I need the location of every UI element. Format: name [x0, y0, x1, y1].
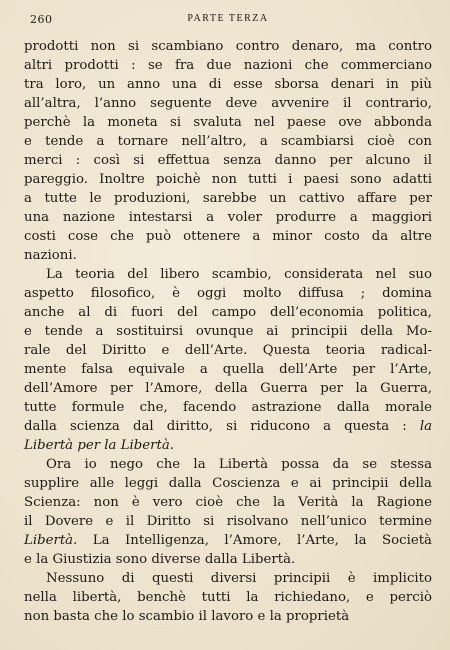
- text-line: [24, 455, 432, 474]
- text-segment: tra loro, un anno una di esse sborsa denari in più: [24, 77, 432, 92]
- text-segment: anche al di fuori del campo dell’economia politica,: [24, 305, 432, 320]
- text-line: [24, 417, 432, 436]
- italic-text: Libertà: [24, 533, 74, 548]
- text-line: [24, 398, 432, 417]
- text-segment: prodotti non si scambiano contro denaro, ma contro: [24, 39, 432, 54]
- page-number: 260: [30, 13, 53, 26]
- text-segment: altri prodotti : se fra due nazioni che commerciano: [24, 58, 432, 73]
- text-line: [24, 303, 432, 322]
- text-line: [24, 550, 432, 569]
- text-line: [24, 474, 432, 493]
- paragraph: [24, 455, 432, 569]
- text-segment: merci : così si effettua senza danno per alcuno il: [24, 153, 432, 168]
- text-segment: dalla scienza dal diritto, si riducono a questa :: [24, 419, 420, 434]
- body-text: [24, 37, 432, 626]
- text-line: [24, 284, 432, 303]
- text-line: [24, 113, 432, 132]
- text-segment: e la Giustizia sono diverse dalla Libertà.: [24, 552, 296, 567]
- text-line: [24, 189, 432, 208]
- text-line: [24, 246, 432, 265]
- text-segment: dell’Amore per l’Amore, della Guerra per la Guerra,: [24, 381, 432, 396]
- text-segment: costi cose che può ottenere a minor costo da altre: [24, 229, 432, 244]
- text-line: [24, 531, 432, 550]
- text-segment: tutte formule che, facendo astrazione dalla morale: [24, 400, 432, 415]
- text-segment: rale del Diritto e dell’Arte. Questa teoria radical-: [24, 343, 432, 358]
- text-line: [24, 37, 432, 56]
- text-segment: perchè la moneta si svaluta nel paese ove abbonda: [24, 115, 432, 130]
- text-segment: una nazione intestarsi a voler produrre a maggiori: [24, 210, 432, 225]
- running-head: PARTE TERZA: [187, 13, 269, 24]
- text-line: [24, 132, 432, 151]
- text-segment: mente falsa equivale a quella dell’Arte per l’Arte,: [24, 362, 432, 377]
- text-segment: all’altra, l’anno seguente deve avvenire il contrario,: [24, 96, 432, 111]
- text-line: [24, 56, 432, 75]
- text-line: [24, 208, 432, 227]
- text-line: [24, 360, 432, 379]
- text-line: [24, 512, 432, 531]
- text-segment: nella libertà, benchè tutti la richiedano, e perciò: [24, 590, 432, 605]
- text-segment: . La Intelligenza, l’Amore, l’Arte, la Società: [73, 533, 432, 548]
- text-line: [24, 379, 432, 398]
- text-line: [24, 569, 432, 588]
- text-segment: aspetto filosofico, è oggi molto diffusa ; domina: [24, 286, 432, 301]
- text-segment: e tende a tornare nell’altro, a scambiarsi cioè con: [24, 134, 432, 149]
- text-line: [24, 265, 432, 284]
- text-line: [24, 151, 432, 170]
- text-segment: il Dovere e il Diritto si risolvano nell’unico termine: [24, 514, 432, 529]
- text-line: [24, 227, 432, 246]
- text-line: [24, 588, 432, 607]
- text-segment: e tende a sostituirsi ovunque ai principii della Mo-: [24, 324, 432, 339]
- text-line: [24, 341, 432, 360]
- text-line: [24, 607, 432, 626]
- text-segment: pareggio. Inoltre poichè non tutti i paesi sono adatti: [24, 172, 432, 187]
- text-segment: nazioni.: [24, 248, 77, 263]
- paragraph: [24, 37, 432, 265]
- text-line: [24, 493, 432, 512]
- text-segment: supplire alle leggi dalla Coscienza e ai principii della: [24, 476, 432, 491]
- paragraph: [24, 265, 432, 455]
- page-header: [24, 13, 432, 35]
- text-line: [24, 170, 432, 189]
- text-segment: Ora io nego che la Libertà possa da se stessa: [46, 457, 432, 472]
- paragraph: [24, 569, 432, 626]
- text-segment: La teoria del libero scambio, considerata nel suo: [46, 267, 432, 282]
- text-segment: Nessuno di questi diversi principii è implicito: [46, 571, 432, 586]
- text-line: [24, 436, 432, 455]
- text-line: [24, 322, 432, 341]
- text-segment: non basta che lo scambio il lavoro e la proprietà: [24, 609, 350, 624]
- text-line: [24, 75, 432, 94]
- text-segment: Scienza: non è vero cioè che la Verità la Ragione: [24, 495, 432, 510]
- italic-text: Libertà per la Libertà.: [24, 438, 175, 453]
- text-segment: a tutte le produzioni, sarebbe un cattivo affare per: [24, 191, 432, 206]
- text-line: [24, 94, 432, 113]
- italic-text: la: [419, 419, 432, 434]
